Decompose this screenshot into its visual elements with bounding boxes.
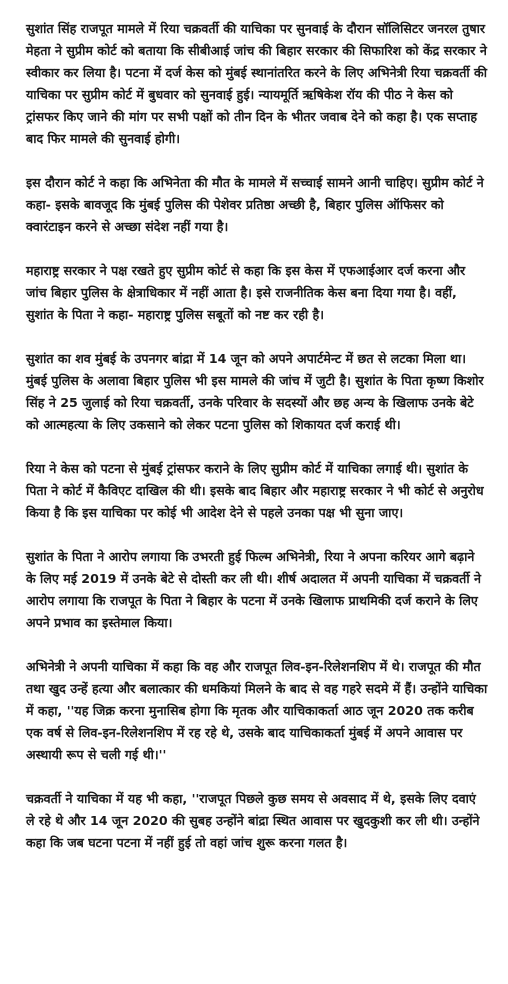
paragraph-1: सुशांत सिंह राजपूत मामले में रिया चक्रवर्ती की याचिका पर सुनवाई के दौरान सॉलिसिटर जनरल तुषार मेहता ने सुप्रीम कोर्ट को बताया कि सीबीआई जांच की बिहार सरकार की सिफारिश को केंद्र सरकार ने स्वीकार कर लिया है। पटना में दर्ज केस को मुंबई स्थानांतरित करने के लिए अभिनेत्री रिया चक्रवर्ती की याचिका पर सुप्रीम कोर्ट में बुधवार को सुनवाई हुई। न्यायमूर्ति ऋषिकेश रॉय की पीठ ने केस को ट्रांसफर किए जाने की मांग पर सभी पक्षों को तीन दिन के भीतर जवाब देने को कहा है। एक सप्ताह बाद फिर मामले की सुनवाई होगी। [26,21,487,146]
paragraph-5: रिया ने केस को पटना से मुंबई ट्रांसफर कराने के लिए सुप्रीम कोर्ट में याचिका लगाई थी। सुशांत के पिता ने कोर्ट में कैविएट दाखिल की थी। इसके बाद बिहार और महाराष्ट्र सरकार ने भी कोर्ट से अनुरोध किया है कि इस याचिका पर कोई भी आदेश देने से पहले उनका पक्ष भी सुना जाए। [26,461,484,520]
article-body [26,18,488,876]
paragraph-2: इस दौरान कोर्ट ने कहा कि अभिनेता की मौत के मामले में सच्चाई सामने आनी चाहिए। सुप्रीम कोर्ट ने कहा- इसके बावजूद कि मुंबई पुलिस की पेशेवर प्रतिष्ठा अच्छी है, बिहार पुलिस ऑफिसर को क्वारंटाइन करने से अच्छा संदेश नहीं गया है। [26,175,484,234]
paragraph-8: चक्रवर्ती ने याचिका में यह भी कहा, ''राजपूत पिछले कुछ समय से अवसाद में थे, इसके लिए दवाएं ले रहे थे और 14 जून 2020 की सुबह उन्होंने बांद्रा स्थित आवास पर खुदकुशी कर ली थी। उन्होंने कहा कि जब घटना पटना में नहीं हुई तो वहां जांच शुरू करना गलत है। [26,791,480,850]
paragraph-3: महाराष्ट्र सरकार ने पक्ष रखते हुए सुप्रीम कोर्ट से कहा कि इस केस में एफआईआर दर्ज करना और जांच बिहार पुलिस के क्षेत्राधिकार में नहीं आता है। इसे राजनीतिक केस बना दिया गया है। वहीं, सुशांत के पिता ने कहा- महाराष्ट्र पुलिस सबूतों को नष्ट कर रही है। [26,263,466,322]
paragraph-7: अभिनेत्री ने अपनी याचिका में कहा कि वह और राजपूत लिव-इन-रिलेशनशिप में थे। राजपूत की मौत तथा खुद उन्हें हत्या और बलात्कार की धमकियां मिलने के बाद से वह गहरे सदमे में हैं। उन्होंने याचिका में कहा, ''यह जिक्र करना मुनासिब होगा कि मृतक और याचिकाकर्ता आठ जून 2020 तक करीब एक वर्ष से लिव-इन-रिलेशनशिप में रह रहे थे, उसके बाद याचिकाकर्ता मुंबई में अपने आवास पर अस्थायी रूप से चली गई थी।'' [26,659,488,762]
paragraph-6: सुशांत के पिता ने आरोप लगाया कि उभरती हुई फिल्म अभिनेत्री, रिया ने अपना करियर आगे बढ़ाने के लिए मई 2019 में उनके बेटे से दोस्ती कर ली थी। शीर्ष अदालत में अपनी याचिका में चक्रवर्ती ने आरोप लगाया कि राजपूत के पिता ने बिहार के पटना में उनके खिलाफ प्राथमिकी दर्ज कराने के लिए अपने प्रभाव का इस्तेमाल किया। [26,549,481,630]
paragraph-4: सुशांत का शव मुंबई के उपनगर बांद्रा में 14 जून को अपने अपार्टमेन्ट में छत से लटका मिला था। मुंबई पुलिस के अलावा बिहार पुलिस भी इस मामले की जांच में जुटी है। सुशांत के पिता कृष्ण किशोर सिंह ने 25 जुलाई को रिया चक्रवर्ती, उनके परिवार के सदस्यों और छह अन्य के खिलाफ उनके बेटे को आत्महत्या के लिए उकसाने को लेकर पटना पुलिस को शिकायत दर्ज कराई थी। [26,351,484,432]
